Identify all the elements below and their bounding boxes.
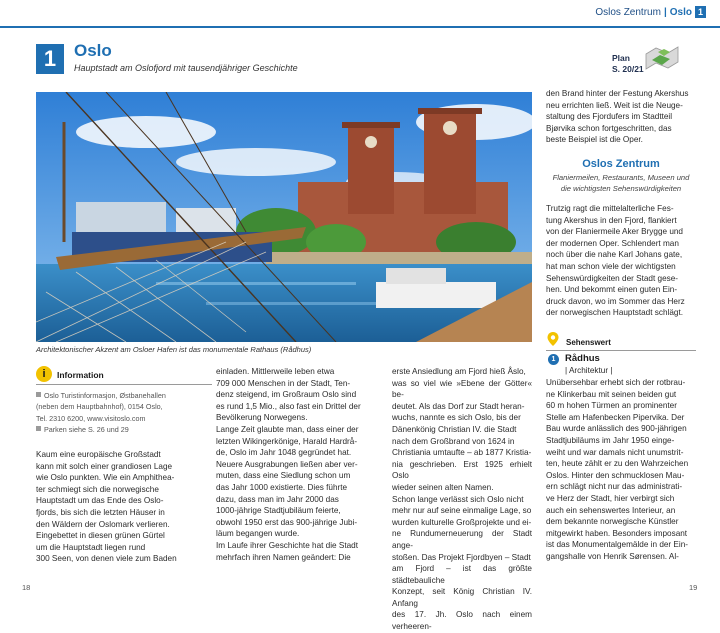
page-number-right: 19 [689,583,698,592]
body-column-4-top: den Brand hinter der Festung Akershus neu errichten ließ. Weit ist die Neuge- staltung des Fjordufers im Stadtteil Bjørvika schon fortgeschritten, das beste Beispiel ist die Oper. [546,89,689,145]
body-column-4-bottom: Unübersehbar erhebt sich der rotbrau- ne Klinkerbau mit seinen beiden gut 60 m hohen Türmen an prominenter Stelle am Hafenbecken Pipervika. Der Bau wurde anlässlich des 900-jährigen Stadtjubiläums im Jahr 1950 einge- weiht und war damals nicht unumstrit- ten, heute zählt er zu den Wahrzeichen Oslos. Hinter den schmucklosen Mau- ern schlägt nicht nur das administrati- ve Herz der Stadt, hier verbirgt sich auch ein sehenswertes Interieur, an dem bekannte norwegische Künstler mitgewirkt haben. Besonders imposant ist das Monumentalgemälde in der Ein- gangshalle von Henrik Sørensen. Al- [546,378,689,561]
bullet-square-icon [36,426,41,431]
info-body [36,390,212,436]
body-column-1: Kaum eine europäische Großstadt kann mit solch einer grandiosen Lage wie Oslo punkten. Wie ein Amphithea- ter schmiegt sich die norwegische Hauptstadt um das Ende des Oslo- fjords, bis sich die letzten Häuser in den Wäldern der Oslomark verlieren. Eingebettet in diesen grünen Gürtel um die Hauptstadt liegen rund 300 Seen, von denen viele zum Baden [36,450,177,564]
body-column-3: erste Ansiedlung am Fjord hieß Åslo, was so viel wie »Ebene der Götter« be- deutet. Als das Dorf zur Stadt heran- wuchs, nannte es sich Oslo, bis der Dänenkönig Christian IV. die Stadt nach dem Großbrand von 1624 in Christiania umtaufte – ab 1877 Kristia- nia geschrieben. Erst 1925 erhielt Oslo wieder seinen alten Namen. Schon lange verlässt sich Oslo nicht mehr nur auf seine einmalige Lage, so wurden kulturelle Großprojekte und ei- ne Rundumerneuerung der Stadt ange- stoßen. Das Projekt Fjordbyen – Stadt am Fjord – ist das größte städtebauliche Konzept, seit König Christian IV. Anfang des 17. Jh. Oslo nach einem verheeren- [392,367,532,632]
map-icon [644,44,680,72]
location-pin-icon [546,331,560,347]
plan-page-ref: S. 20/21 [612,64,644,74]
running-header [595,6,706,18]
sight-divider [546,350,696,351]
body-column-4-mid: Trutzig ragt die mittelalterliche Fes- tung Akershus in den Fjord, flankiert von der Flaniermeile Aker Brygge und der modernen Oper. Schlendert man noch über die nahe Karl Johans gate, hat man schon viele der wichtigsten Sehenswürdigkeiten der Stadt gese- hen. Und bekommt einen guten Ein- druck davon, wo im Sommer das Herz der norwegischen Hauptstadt schlägt. [546,204,685,318]
subsection-subtitle: Flaniermeilen, Restaurants, Museen und die wichtigsten Sehenswürdigkeiten [552,173,690,193]
info-title: Information [57,370,104,380]
photo-caption: Architektonischer Akzent am Osloer Hafen ist das monumentale Rathaus (Rådhus) [36,345,312,354]
city-hall-illustration [36,92,532,342]
chapter-title: Oslo [74,41,112,60]
sight-number-badge: 1 [548,354,559,365]
info-line: Tel. 2310 6200, www.visitoslo.com [36,413,146,423]
header-current: Oslo [669,6,692,18]
harbour-photo [36,92,532,342]
chapter-subtitle: Hauptstadt am Oslofjord mit tausendjähriger Geschichte [74,63,298,73]
chapter-number: 1 [36,44,64,74]
info-icon: i [36,366,52,382]
subsection-title: Oslos Zentrum [582,158,660,170]
sight-label: Sehenswert [566,338,611,347]
info-line: (neben dem Hauptbahnhof), 0154 Oslo, [36,402,163,412]
info-line: Oslo Turistinformasjon, Østbanehallen [36,390,212,401]
bullet-square-icon [36,392,41,397]
info-line: Parken siehe S. 26 und 29 [36,424,212,435]
header-separator: | [663,6,667,18]
body-column-2: einladen. Mittlerweile leben etwa 709 000 Menschen in der Stadt, Ten- denz steigend, im Großraum Oslo sind es rund 1,5 Mio., also fast ein Drittel der Bevölkerung Norwegens. Lange Zeit glaubte man, dass einer der letzten Wikingerkönige, Harald Hardrå- de, Oslo im Jahr 1048 gegründet hat. Neuere Ausgrabungen ließen aber ver- muten, dass eine Siedlung schon um das Jahr 1000 existierte. Dies führte dazu, dass man im Jahr 2000 das 1000-jährige Stadtjubiläum feierte, obwohl 1950 erst das 900-jährige Jubi- läum begangen wurde. Im Laufe ihrer Geschichte hat die Stadt mehrfach ihren Namen geändert: Die [216,367,361,562]
sight-category: | Architektur | [565,366,613,375]
header-rule [0,26,720,28]
page-number-left: 18 [22,583,31,592]
header-section: Oslos Zentrum [595,6,661,18]
header-number-badge: 1 [695,6,706,18]
sight-name: Rådhus [565,353,600,364]
plan-reference[interactable] [612,53,644,75]
plan-label: Plan [612,53,630,63]
